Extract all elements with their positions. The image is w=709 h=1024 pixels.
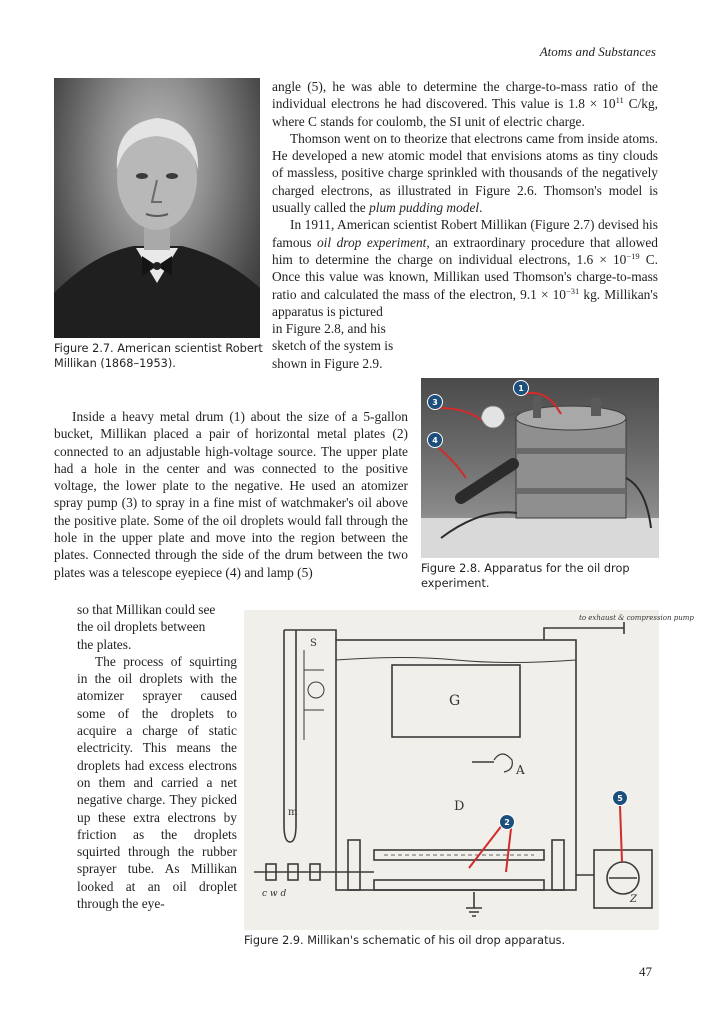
label-a: A bbox=[516, 763, 525, 777]
millikan-portrait-photo bbox=[54, 78, 260, 338]
oil-drop-apparatus-photo bbox=[421, 378, 659, 558]
label-d: D bbox=[454, 799, 465, 814]
portrait-illustration bbox=[54, 78, 260, 338]
paragraph-millikan-1911-continued: in Figure 2.8, and his sketch of the system is shown in Figure 2.9. bbox=[272, 321, 394, 371]
label-exhaust: to exhaust & compression pump bbox=[579, 614, 694, 622]
schematic-illustration bbox=[244, 610, 694, 930]
page-number: 47 bbox=[639, 964, 652, 979]
label-g: G bbox=[449, 693, 461, 709]
marker-4-badge: 4 bbox=[427, 432, 443, 448]
figure-2-7-caption: Figure 2.7. American scientist Robert Millikan (1868–1953). bbox=[54, 342, 263, 370]
paragraph-apparatus-description-continued: so that Millikan could see the oil droplets between the plates. bbox=[77, 602, 216, 652]
marker-3-badge: 3 bbox=[427, 394, 443, 410]
marker-5-badge: 5 bbox=[612, 790, 628, 806]
label-m: m bbox=[288, 807, 298, 818]
marker-2-badge: 2 bbox=[499, 814, 515, 830]
marker-1-badge: 1 bbox=[513, 380, 529, 396]
oil-drop-schematic-drawing bbox=[244, 610, 694, 930]
running-header: Atoms and Substances bbox=[539, 44, 656, 59]
paragraph-charge-mass: angle (5), he was able to determine the charge-to-mass ratio of the individual electrons he had discovered. This value is $1.8 \times 10^{11}$ C/kg, where C stands for coulomb, the SI unit of electric charge. bbox=[272, 79, 658, 129]
label-z: Z bbox=[630, 894, 637, 905]
label-cwd: c w d bbox=[262, 889, 287, 899]
paragraph-thomson-model: Thomson went on to theorize that electrons came from inside atoms. He developed a new atomic model that envisions atoms as tiny clouds of massless, positive charge sprinkled with thousands of the negatively charged electrons, as illustrated in Figure 2.6. Thomson's model is usually called the plum pudding model. bbox=[272, 130, 658, 216]
figure-2-8-caption: Figure 2.8. Apparatus for the oil drop experiment. bbox=[421, 562, 630, 590]
paragraph-apparatus-description: Inside a heavy metal drum (1) about the size of a 5-gallon bucket, Millikan placed a pair of horizontal metal plates (2) connected to an adjustable high-voltage source. The upper plate had a hole in the center and was connected to the positive voltage, the lower plate to the negative. He used an atomizer spray pump (3) to spray in a fine mist of watchmaker's oil above the positive plate. Some of the oil droplets would fall through the hole in the upper plate and move into the region between the plates. Connected through the side of the drum between the two plates was a telescope eyepiece (4) and lamp (5) bbox=[54, 409, 408, 580]
paragraph-static-charge: The process of squirting in the oil droplets with the atomizer sprayer caused some of the droplets to acquire a charge of static electricity. This means the droplets had excess electrons on them and carried a net negative charge. They picked up these extra electrons by friction as the droplets squirted through the rubber sprayer tube. As Millikan looked at an oil droplet through the eye- bbox=[77, 653, 237, 912]
paragraph-millikan-1911: In 1911, American scientist Robert Millikan (Figure 2.7) devised his famous oil drop experiment, an extraordinary procedure that allowed him to determine the charge on individual electrons, $1.6 \times 10^{-19}$ C. Once this value was known, Millikan used Thomson's charge-to-mass ratio and calculated the mass of the electron, $9.1 \times 10^{-31}$ kg. Millikan's apparatus is pictured bbox=[272, 217, 658, 319]
figure-2-9-caption: Figure 2.9. Millikan's schematic of his oil drop apparatus. bbox=[244, 934, 566, 947]
apparatus-illustration bbox=[421, 378, 659, 558]
label-s: S bbox=[310, 638, 317, 649]
